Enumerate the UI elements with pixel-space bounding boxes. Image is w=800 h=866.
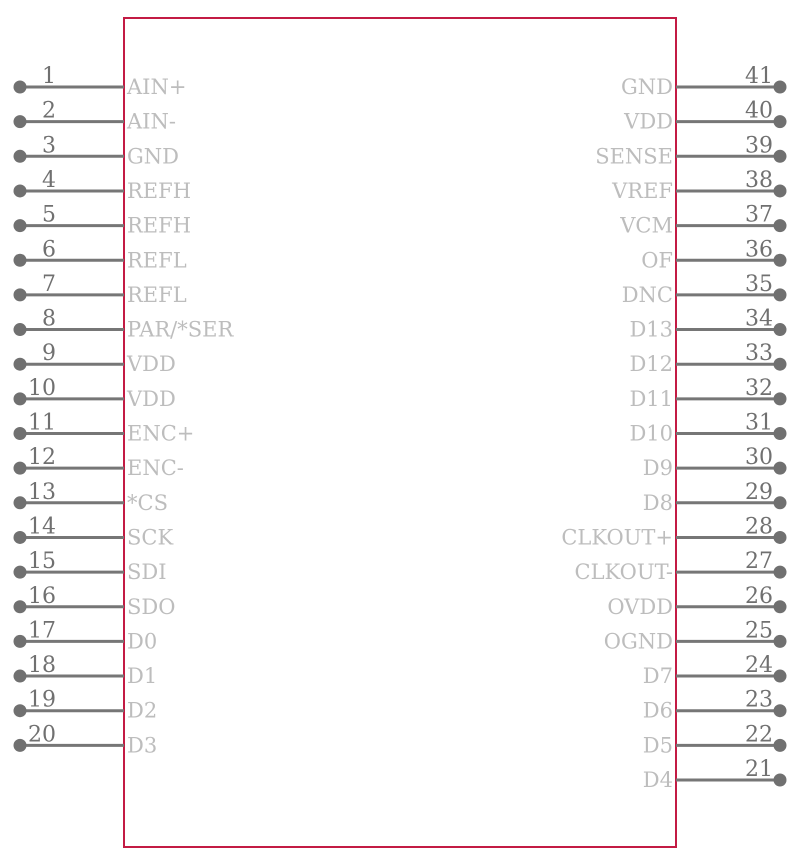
- pin-37: [619, 203, 786, 238]
- pin-endpoint: [14, 566, 27, 579]
- pin-13: [14, 480, 168, 515]
- pin-30: [643, 445, 787, 480]
- pin-24: [643, 653, 787, 688]
- pin-9: [14, 341, 176, 376]
- pin-name: SCK: [127, 525, 174, 550]
- pin-endpoint: [14, 288, 27, 301]
- pin-name: REFL: [127, 282, 187, 307]
- pin-32: [629, 376, 786, 411]
- pin-endpoint: [774, 496, 787, 509]
- pin-name: REFH: [127, 178, 192, 203]
- pin-23: [643, 688, 787, 723]
- pin-name: SENSE: [595, 144, 673, 169]
- pin-number: 31: [745, 410, 773, 436]
- pin-name: GND: [621, 75, 673, 99]
- pin-18: [14, 653, 158, 688]
- pin-endpoint: [774, 254, 787, 267]
- pin-name: D6: [642, 698, 673, 723]
- pin-name: VDD: [624, 109, 673, 134]
- pin-endpoint: [774, 670, 787, 683]
- pin-name: VDD: [127, 386, 176, 411]
- pin-number: 40: [745, 98, 773, 124]
- pin-number: 14: [28, 514, 56, 540]
- pin-number: 23: [745, 687, 773, 713]
- pin-20: [14, 722, 158, 757]
- pin-name: SDI: [127, 560, 167, 585]
- pin-name: VDD: [127, 352, 176, 377]
- pin-name: OVDD: [607, 594, 673, 619]
- pin-number: 8: [42, 306, 56, 332]
- pin-number: 37: [745, 202, 773, 228]
- pin-27: [575, 549, 787, 584]
- pin-name: D7: [642, 664, 673, 689]
- pin-endpoint: [774, 462, 787, 475]
- pin-3: [14, 133, 180, 168]
- pin-33: [629, 341, 786, 376]
- pin-15: [14, 549, 167, 584]
- pin-number: 9: [42, 341, 56, 367]
- pin-35: [622, 272, 787, 307]
- pin-number: 3: [42, 133, 56, 159]
- pin-38: [611, 168, 786, 203]
- pin-number: 33: [745, 341, 773, 367]
- pin-name: AIN+: [127, 75, 187, 99]
- pin-name: D10: [629, 421, 673, 446]
- pin-number: 25: [745, 618, 773, 644]
- pin-endpoint: [14, 254, 27, 267]
- pin-28: [561, 514, 786, 549]
- pin-endpoint: [774, 566, 787, 579]
- pin-endpoint: [14, 81, 27, 94]
- right-pin-group: [561, 64, 786, 792]
- pin-40: [623, 99, 786, 134]
- pin-number: 30: [745, 445, 773, 471]
- pin-endpoint: [14, 392, 27, 405]
- pin-name: SDO: [127, 594, 176, 619]
- pin-16: [14, 584, 176, 619]
- pin-number: 6: [42, 237, 56, 263]
- pin-name: D5: [642, 733, 673, 758]
- pin-31: [629, 411, 786, 446]
- pin-name: VCM: [620, 213, 673, 238]
- pin-name: *CS: [127, 490, 168, 515]
- pin-endpoint: [774, 323, 787, 336]
- pin-number: 7: [42, 271, 56, 297]
- pin-number: 12: [28, 445, 56, 471]
- pin-number: 24: [745, 653, 773, 679]
- pin-number: 13: [28, 479, 56, 505]
- pin-2: [14, 99, 176, 134]
- pin-endpoint: [774, 219, 787, 232]
- pin-name: D1: [127, 664, 158, 689]
- pin-endpoint: [774, 531, 787, 544]
- pin-7: [14, 272, 187, 307]
- pin-endpoint: [14, 600, 27, 613]
- pin-name: D11: [629, 386, 673, 411]
- pin-name: PAR/*SER: [127, 317, 234, 342]
- pin-name: D9: [642, 456, 673, 481]
- pin-endpoint: [14, 635, 27, 648]
- pin-name: D2: [127, 698, 158, 723]
- pin-10: [14, 376, 176, 411]
- pin-endpoint: [774, 600, 787, 613]
- pin-number: 10: [28, 375, 56, 401]
- pin-endpoint: [774, 392, 787, 405]
- pin-endpoint: [774, 427, 787, 440]
- pin-name: D4: [642, 768, 673, 792]
- pin-34: [629, 307, 786, 342]
- pin-endpoint: [14, 358, 27, 371]
- pin-number: 38: [745, 167, 773, 193]
- pin-number: 36: [745, 237, 773, 263]
- pin-number: 17: [28, 618, 56, 644]
- pin-endpoint: [774, 704, 787, 717]
- pin-endpoint: [14, 496, 27, 509]
- pin-number: 41: [745, 64, 773, 89]
- pin-number: 20: [28, 722, 56, 748]
- pin-number: 32: [745, 375, 773, 401]
- pin-name: D8: [642, 490, 673, 515]
- pin-name: OGND: [603, 629, 673, 654]
- pin-number: 29: [745, 479, 773, 505]
- pin-endpoint: [774, 150, 787, 163]
- pin-number: 28: [745, 514, 773, 540]
- pin-number: 21: [745, 757, 773, 782]
- pin-endpoint: [14, 219, 27, 232]
- pin-17: [14, 618, 158, 653]
- pin-number: 1: [42, 64, 56, 89]
- pin-name: AIN-: [127, 109, 176, 134]
- pin-endpoint: [774, 358, 787, 371]
- pin-number: 2: [42, 98, 56, 124]
- pin-6: [14, 237, 187, 272]
- pin-1: [14, 64, 187, 99]
- pin-name: D12: [629, 352, 673, 377]
- pin-name: D0: [127, 629, 158, 654]
- pin-endpoint: [14, 739, 27, 752]
- pin-number: 19: [28, 687, 56, 713]
- pin-number: 34: [745, 306, 773, 332]
- pin-name: DNC: [621, 282, 673, 307]
- pin-endpoint: [14, 427, 27, 440]
- pin-endpoint: [774, 288, 787, 301]
- pin-41: [621, 64, 787, 99]
- pin-number: 18: [28, 653, 56, 679]
- pin-name: REFH: [127, 213, 192, 238]
- pin-endpoint: [14, 323, 27, 336]
- pin-39: [595, 133, 786, 168]
- pin-12: [14, 445, 184, 480]
- pin-number: 5: [42, 202, 56, 228]
- pin-number: 27: [745, 549, 773, 575]
- pin-21: [643, 757, 787, 792]
- pin-endpoint: [774, 774, 787, 787]
- pin-endpoint: [14, 670, 27, 683]
- pin-endpoint: [774, 739, 787, 752]
- pin-number: 35: [745, 271, 773, 297]
- pin-endpoint: [14, 150, 27, 163]
- pin-name: ENC+: [127, 421, 195, 446]
- pin-22: [643, 722, 787, 757]
- pin-endpoint: [14, 704, 27, 717]
- pin-number: 22: [745, 722, 773, 748]
- pin-name: OF: [641, 248, 673, 273]
- pin-36: [641, 237, 786, 272]
- pin-endpoint: [774, 81, 787, 94]
- pin-name: D13: [629, 317, 673, 342]
- pin-number: 16: [28, 583, 56, 609]
- component-body: [124, 18, 676, 847]
- pin-name: ENC-: [127, 456, 184, 481]
- pin-endpoint: [14, 531, 27, 544]
- pin-endpoint: [774, 184, 787, 197]
- pin-name: VREF: [612, 178, 673, 203]
- pin-endpoint: [14, 462, 27, 475]
- pin-name: D3: [127, 733, 158, 758]
- pin-name: REFL: [127, 248, 187, 273]
- pin-number: 11: [28, 410, 56, 436]
- pin-number: 26: [745, 583, 773, 609]
- pin-endpoint: [774, 635, 787, 648]
- pin-endpoint: [774, 115, 787, 128]
- pin-name: CLKOUT+: [561, 525, 673, 550]
- pin-25: [604, 618, 787, 653]
- pin-19: [14, 688, 158, 723]
- pin-26: [607, 584, 786, 619]
- pin-number: 4: [42, 167, 56, 193]
- pin-14: [14, 514, 174, 549]
- pin-11: [14, 411, 195, 446]
- pin-number: 39: [745, 133, 773, 159]
- pin-5: [14, 203, 192, 238]
- pin-endpoint: [14, 115, 27, 128]
- pin-name: GND: [127, 144, 179, 169]
- pin-number: 15: [28, 549, 56, 575]
- pin-4: [14, 168, 192, 203]
- pin-endpoint: [14, 184, 27, 197]
- pin-name: CLKOUT-: [574, 560, 673, 585]
- pin-29: [643, 480, 787, 515]
